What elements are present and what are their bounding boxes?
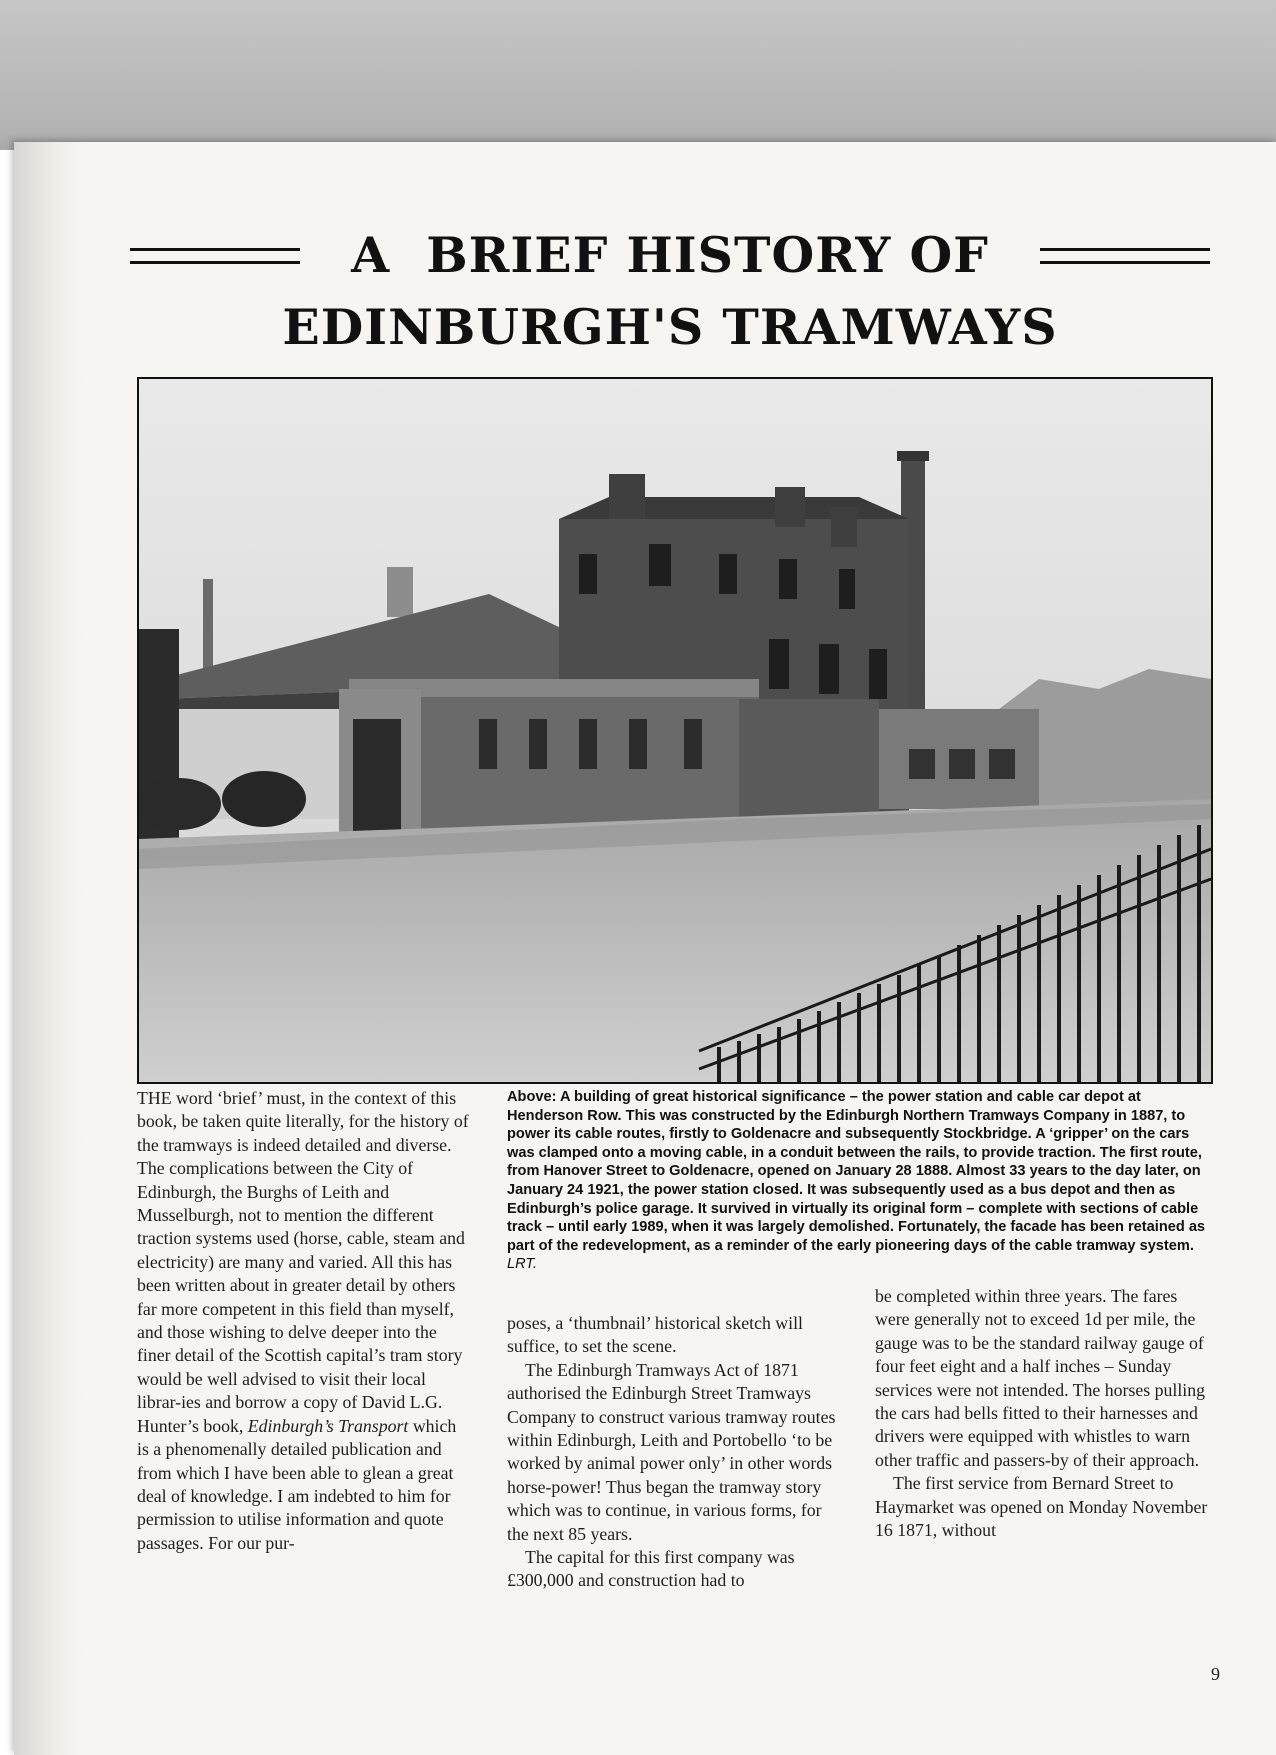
scan-background: [0, 0, 1276, 150]
body-paragraph-1: THE word ‘brief’ must, in the context of this book, be taken quite literally, for the history of the tramways is indeed detailed and diverse. The complications between the City of Edinburgh, the Burghs of Leith and Musselburgh, not to mention the different traction systems used (horse, cable, steam and electricity) are many and varied. All this has been written about in greater detail by others far more competent in this field than myself, and those wishing to delve deeper into the finer detail of the Scottish capital’s tram story would be well advised to visit their local librar-ies and borrow a copy of David L.G. Hunter’s book, Edinburgh’s Transport which is a phenomenally detailed publication and from which I have been able to glean a great deal of knowledge. I am indebted to him for permission to utilise information and quote passages. For our pur-: [137, 1088, 469, 1553]
body-paragraph-4: The capital for this first company was £300,000 and construction had to: [507, 1547, 795, 1591]
caption-text: Above: A building of great historical significance – the power station and cable car depot at Henderson Row. This was constructed by the Edinburgh Northern Tramways Company in 1887, to power its cable routes, firstly to Goldenacre and subsequently Stockbridge. A ‘gripper’ on the cars was clamped onto a moving cable, in a conduit between the rails, to provide traction. The first route, from Hanover Street to Goldenacre, opened on January 28 1888. Almost 33 years to the day later, on January 24 1921, the power station closed. It was subsequently used as a bus depot and then as Edinburgh’s police garage. It survived in virtually its original form – complete with sections of cable track – until early 1989, when it was largely demolished. Fortunately, the facade has been retained as part of the redevelopment, as a reminder of the early pioneering days of the cable tramway system.: [507, 1089, 1206, 1254]
body-column-3: [875, 1285, 1210, 1542]
book-title: Edinburgh’s Transport: [247, 1415, 409, 1436]
body-paragraph-6: The first service from Bernard Street to Haymarket was opened on Monday November 16 1871, without: [875, 1473, 1208, 1541]
body-column-2: [507, 1312, 837, 1593]
title-line-1: [130, 222, 1210, 288]
page-gutter-shadow: [14, 142, 84, 1755]
title-rule-right: [1040, 248, 1210, 264]
title-rule-left: [130, 248, 300, 264]
title-line-1-text: A BRIEF HISTORY OF: [351, 226, 989, 284]
photo-illustration: [139, 379, 1211, 1082]
body-paragraph-5: be completed within three years. The fares were generally not to exceed 1d per mile, the gauge was to be the standard railway gauge of four feet eight and a half inches – Sunday services were not intended. The horses pulling the cars had bells fitted to their harnesses and drivers were equipped with whistles to warn other traffic and passers-by of their approach.: [875, 1286, 1206, 1470]
title-line-2: EDINBURGH'S TRAMWAYS: [282, 298, 1058, 356]
page-title: [130, 222, 1210, 360]
photo-credit: LRT.: [507, 1256, 538, 1273]
photo-caption: [507, 1088, 1207, 1274]
page-number: 9: [1211, 1664, 1220, 1684]
body-paragraph-3: The Edinburgh Tramways Act of 1871 authorised the Edinburgh Street Tramways Company to construct various tramway routes within Edinburgh, Leith and Portobello ‘to be worked by animal power only’ in other words horse-power! Thus began the tramway story which was to continue, in various forms, for the next 85 years.: [507, 1359, 836, 1544]
body-column-1: [137, 1087, 472, 1555]
depot-photograph: [137, 377, 1213, 1084]
body-paragraph-2: poses, a ‘thumbnail’ historical sketch will suffice, to set the scene.: [507, 1313, 803, 1357]
